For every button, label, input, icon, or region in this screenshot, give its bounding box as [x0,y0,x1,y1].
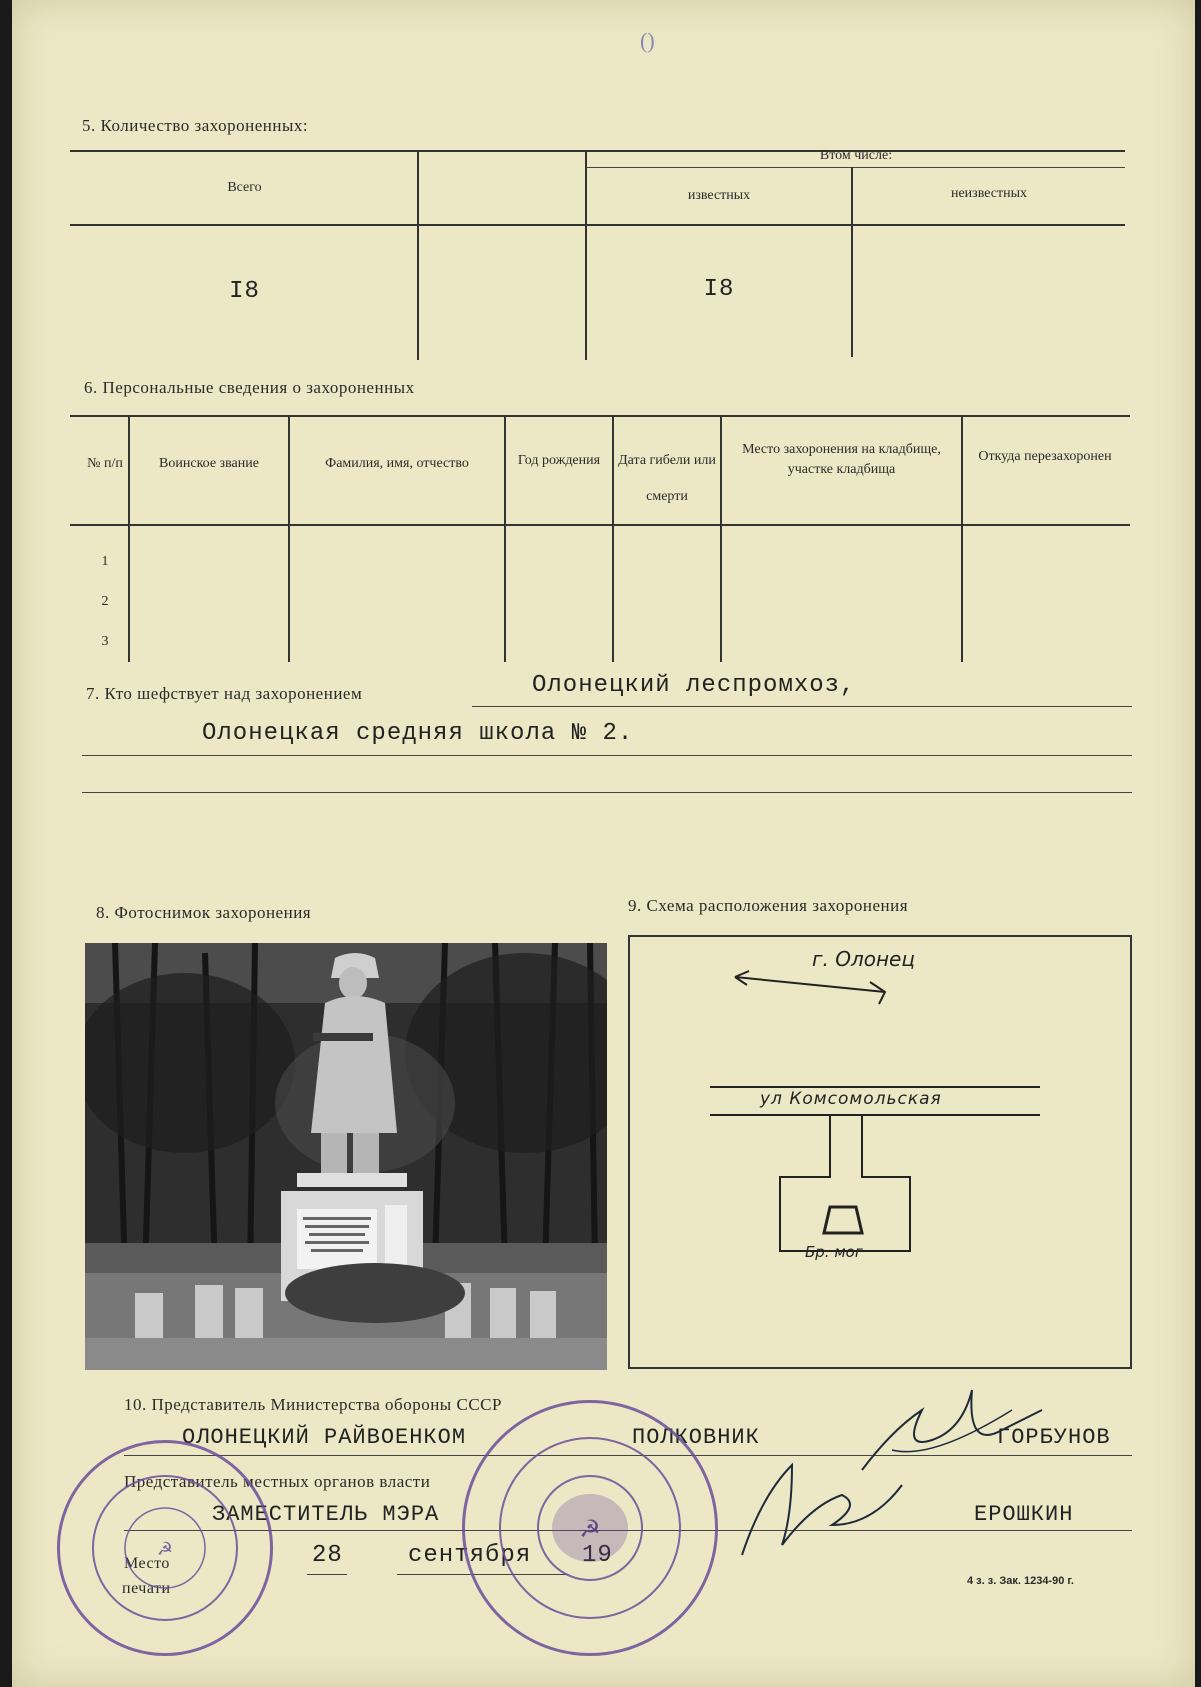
row-number-1: 1 [101,554,109,569]
mod-name: ГОРБУНОВ [997,1425,1111,1450]
table6-divider-3 [504,415,506,662]
memorial-photo [85,943,607,1370]
direction-arrow [735,977,885,992]
date-day: 28 [312,1542,343,1569]
mod-org: ОЛОНЕЦКИЙ РАЙВОЕНКОМ [182,1425,467,1450]
street-label: ул Комсомольская [760,1089,942,1109]
date-year: 19 [582,1542,613,1569]
town-label: г. Олонец [812,947,915,971]
section8-title: 8. Фотоснимок захоронения [96,903,312,922]
executive-committee-stamp [462,1400,718,1656]
document-page [12,0,1195,1687]
section7-title: 7. Кто шефствует над захоронением [86,684,363,703]
header-fullname: Фамилия, имя, отчество [325,456,469,471]
patron-line-1: Олонецкий леспромхоз, [532,672,856,699]
patron-underline-2 [82,755,1132,756]
patron-line-2: Олонецкая средняя школа № 2. [202,720,634,747]
header-death-date: Дата гибели или смерти [618,453,716,504]
table6-divider-2 [288,415,290,662]
scheme-drawing [630,937,1130,1367]
table5-col-divider-2 [585,150,587,360]
table6-divider-1 [128,415,130,662]
row-number-2: 2 [101,594,109,609]
header-rank: Воинское звание [159,456,259,471]
known-value: I8 [703,276,735,303]
section5-title: 5. Количество захороненных: [82,116,309,135]
table6-divider-4 [612,415,614,662]
deputy-signature [732,1445,912,1565]
page-mark: () [640,28,655,53]
svg-text:☭: ☭ [156,1539,174,1560]
section10-title: 10. Представитель Министерства обороны СССР [124,1395,502,1414]
table6-divider-6 [961,415,963,662]
mod-rank: ПОЛКОВНИК [632,1425,760,1450]
table6-header-border [70,524,1130,526]
grave-symbol [824,1207,862,1233]
header-birth-year: Год рождения [517,453,601,468]
location-scheme [628,935,1132,1369]
table5-header-border [70,224,1125,226]
patron-underline-3 [82,792,1132,793]
table6-top-border [70,415,1130,417]
section9-title: 9. Схема расположения захоронения [628,896,909,915]
table5-col-divider-1 [417,150,419,360]
table5-sub-border [587,167,1125,168]
col-total-header: Всего [227,180,262,195]
local-title: Представитель местных органов власти [124,1472,431,1491]
header-number: № п/п [87,456,123,471]
grave-label: Бр. мог [805,1243,863,1261]
header-burial-place: Место захоронения на кладбище, участке кладбища [742,442,941,477]
col-known-header: известных [687,188,751,203]
cemetery-outline [780,1115,910,1251]
section6-title: 6. Персональные сведения о захороненных [84,378,415,397]
date-day-underline [307,1574,347,1575]
memorial-photo-image [85,943,607,1370]
date-month: сентября [408,1542,532,1569]
local-name: ЕРОШКИН [974,1502,1074,1527]
footer-code: 4 з. з. Зак. 1234-90 г. [967,1575,1074,1587]
table6-divider-5 [720,415,722,662]
military-commissariat-stamp [57,1440,273,1656]
col-unknown-header: неизвестных [950,186,1028,201]
local-position: ЗАМЕСТИТЕЛЬ МЭРА [212,1502,440,1527]
header-reburied-from: Откуда перезахоронен [978,449,1112,464]
total-value: I8 [229,278,260,305]
col-including-header: Втом числе: [819,148,893,163]
stamp-seal-label: печати [122,1580,171,1597]
stamp-place-label: Место [124,1555,170,1572]
svg-text:☭: ☭ [579,1515,601,1543]
patron-underline-1 [472,706,1132,707]
row-number-3: 3 [101,634,109,649]
